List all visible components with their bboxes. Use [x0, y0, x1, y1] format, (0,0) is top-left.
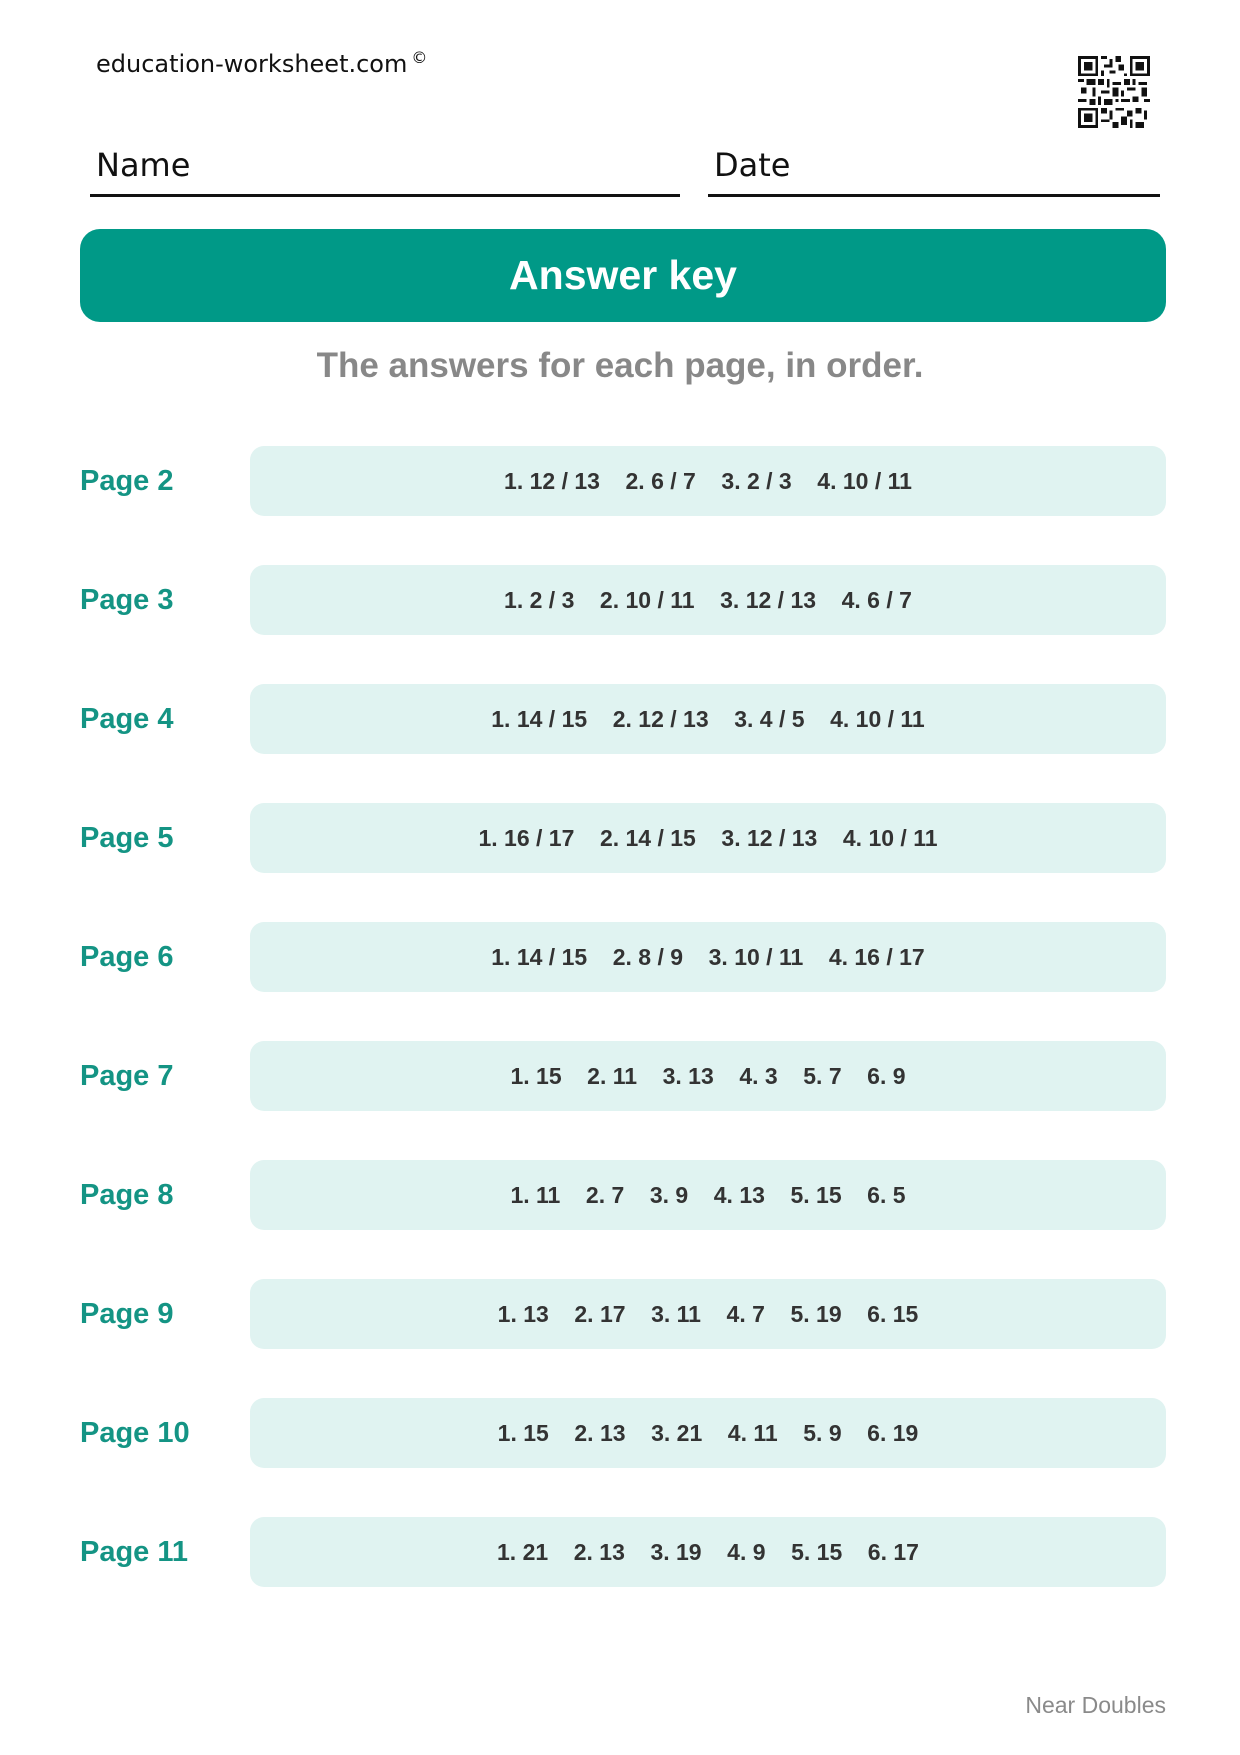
answer-box: 1. 2 / 3 2. 10 / 11 3. 12 / 13 4. 6 / 7: [250, 565, 1166, 635]
answer-list: [0, 446, 1240, 1636]
answer-row: [0, 684, 1240, 803]
site-name: education-worksheet.com: [96, 50, 408, 78]
answer-box: 1. 16 / 17 2. 14 / 15 3. 12 / 13 4. 10 / 11: [250, 803, 1166, 873]
page-label: Page 6: [80, 941, 174, 973]
answer-row: [0, 922, 1240, 1041]
page-label: Page 8: [80, 1179, 174, 1211]
page-label: Page 2: [80, 465, 174, 497]
answer-row: [0, 565, 1240, 684]
answer-row: [0, 1398, 1240, 1517]
date-field[interactable]: [708, 130, 1160, 197]
site-watermark: [96, 48, 427, 78]
worksheet-topic-footer: Near Doubles: [1025, 1692, 1166, 1718]
answer-row: [0, 803, 1240, 922]
answer-box: 1. 21 2. 13 3. 19 4. 9 5. 15 6. 17: [250, 1517, 1166, 1587]
answer-row: [0, 1041, 1240, 1160]
answer-box: 1. 11 2. 7 3. 9 4. 13 5. 15 6. 5: [250, 1160, 1166, 1230]
subtitle: The answers for each page, in order.: [316, 346, 924, 385]
name-field[interactable]: [90, 130, 680, 197]
answer-row: [0, 446, 1240, 565]
answer-row: [0, 1517, 1240, 1636]
answer-box: 1. 12 / 13 2. 6 / 7 3. 2 / 3 4. 10 / 11: [250, 446, 1166, 516]
answer-row: [0, 1279, 1240, 1398]
copyright-symbol: ©: [411, 48, 428, 67]
page-label: Page 9: [80, 1298, 174, 1330]
answer-key-banner: [80, 229, 1166, 322]
page-label: Page 11: [80, 1536, 189, 1568]
answer-box: 1. 14 / 15 2. 8 / 9 3. 10 / 11 4. 16 / 17: [250, 922, 1166, 992]
date-label: Date: [714, 146, 791, 184]
page-label: Page 3: [80, 584, 174, 616]
page-label: Page 4: [80, 703, 174, 735]
name-label: Name: [96, 146, 191, 184]
answer-box: 1. 14 / 15 2. 12 / 13 3. 4 / 5 4. 10 / 11: [250, 684, 1166, 754]
qr-code-icon: [1078, 56, 1150, 128]
answer-row: [0, 1160, 1240, 1279]
answer-box: 1. 13 2. 17 3. 11 4. 7 5. 19 6. 15: [250, 1279, 1166, 1349]
page-label: Page 5: [80, 822, 174, 854]
page-title: Answer key: [509, 252, 737, 298]
answer-box: 1. 15 2. 11 3. 13 4. 3 5. 7 6. 9: [250, 1041, 1166, 1111]
page-label: Page 10: [80, 1417, 190, 1449]
answer-box: 1. 15 2. 13 3. 21 4. 11 5. 9 6. 19: [250, 1398, 1166, 1468]
page-label: Page 7: [80, 1060, 174, 1092]
